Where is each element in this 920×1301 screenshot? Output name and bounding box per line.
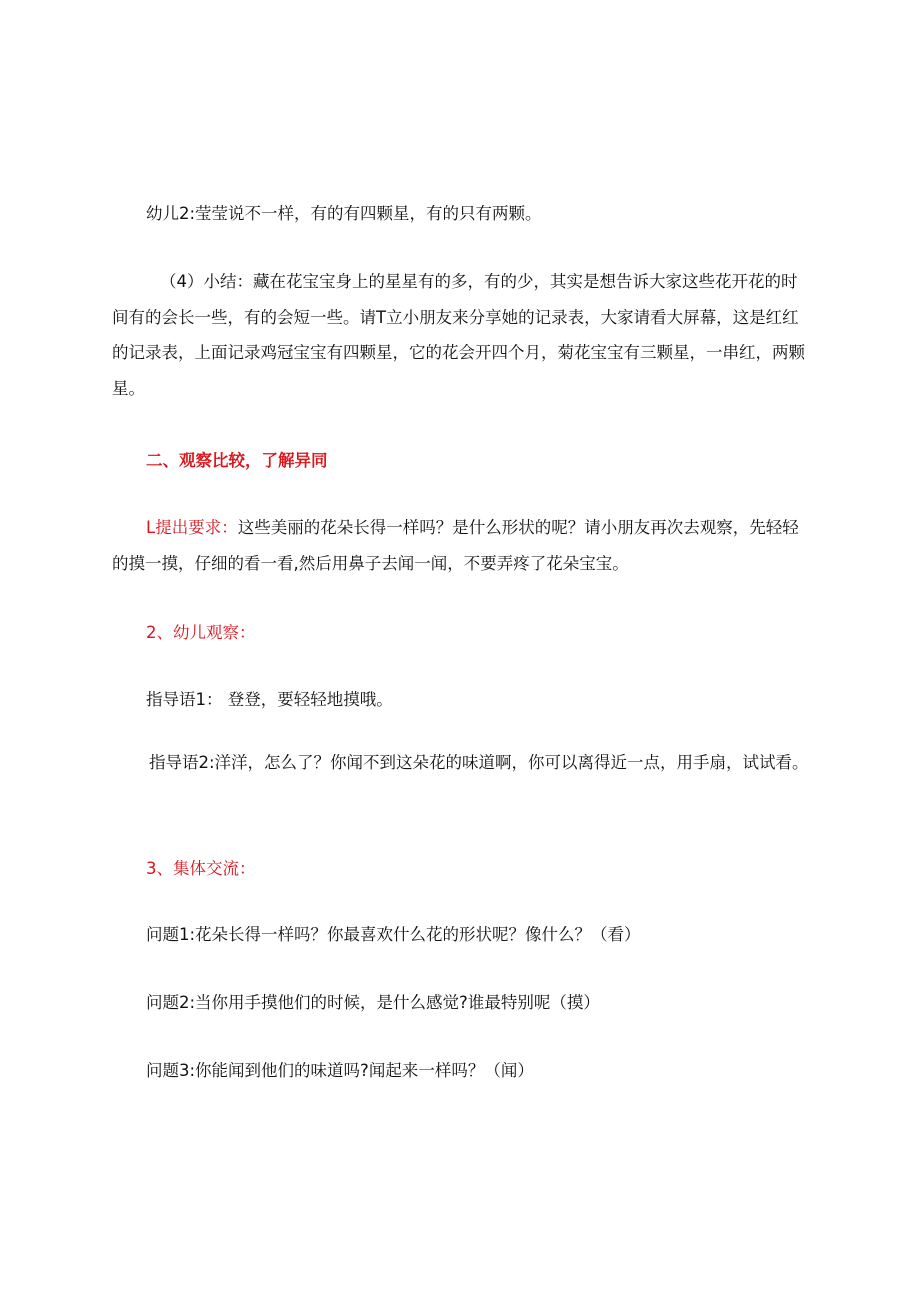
requirement-label: L提出要求： [146, 518, 238, 537]
section-heading-observe-compare: 二、观察比较，了解异同 [146, 451, 328, 470]
requirement-text: 这些美丽的花朵长得一样吗？是什么形状的呢？请小朋友再次去观察，先轻轻的摸一摸，仔细的看一看,然后用鼻子去闻一闻，不要弄疼了花朵宝宝。 [112, 518, 799, 573]
paragraph-question-1: 问题1:花朵长得一样吗？你最喜欢什么花的形状呢？像什么？（看） [146, 925, 641, 944]
paragraph-question-2: 问题2:当你用手摸他们的时候，是什么感觉?谁最特别呢（摸） [146, 993, 600, 1012]
paragraph-question-3: 问题3:你能闻到他们的味道吗?闻起来一样吗？（闻） [146, 1061, 534, 1080]
paragraph-child-2-answer: 幼儿2:莹莹说不一样，有的有四颗星，有的只有两颗。 [146, 204, 542, 223]
child-observation-label: 2、幼儿观察： [146, 623, 256, 642]
paragraph-requirement [112, 510, 812, 581]
subheading-child-observation [112, 615, 812, 651]
paragraph-guidance-2: 指导语2:洋洋，怎么了？你闻不到这朵花的味道啊，你可以离得近一点，用手扇，试试看。 [149, 753, 809, 772]
paragraph-summary-4: （4）小结：藏在花宝宝身上的星星有的多，有的少，其实是想告诉大家这些花开花的时间有的会长一些，有的会短一些。请T立小朋友来分享她的记录表，大家请看大屏幕，这是红红的记录表，上面记录鸡冠宝宝有四颗星，它的花会开四个月，菊花宝宝有三颗星，一串红，两颗星。 [112, 272, 805, 399]
subheading-group-exchange: 3、集体交流： [146, 859, 256, 878]
paragraph-guidance-1: 指导语1： 登登，要轻轻地摸哦。 [146, 690, 393, 709]
